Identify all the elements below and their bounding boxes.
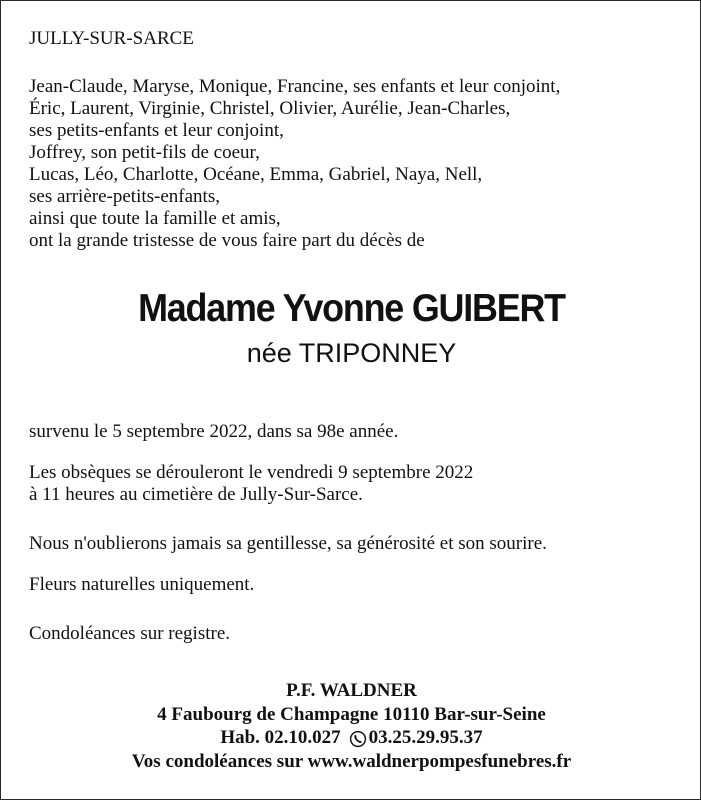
family-line: Éric, Laurent, Virginie, Christel, Olivier, Aurélie, Jean-Charles, <box>29 98 511 119</box>
condolences-paragraph <box>29 623 679 645</box>
family-line: Joffrey, son petit-fils de coeur, <box>29 142 260 163</box>
flowers-text: Fleurs naturelles uniquement. <box>29 574 255 595</box>
deceased-name-block <box>1 286 701 371</box>
habilitation-number: Hab. 02.10.027 <box>220 727 341 748</box>
family-line: Jean-Claude, Maryse, Monique, Francine, ses enfants et leur conjoint, <box>29 76 561 97</box>
condolences-text: Condoléances sur registre. <box>29 623 231 644</box>
funeral-details-paragraph <box>29 462 679 506</box>
funeral-home-address: 4 Faubourg de Champagne 10110 Bar-sur-Seine <box>157 703 546 725</box>
funeral-detail-line: Les obsèques se dérouleront le vendredi 9 septembre 2022 <box>29 462 474 483</box>
death-date-text: survenu le 5 septembre 2022, dans sa 98e année. <box>29 421 399 442</box>
phone-icon <box>349 730 367 748</box>
family-line: ses petits-enfants et leur conjoint, <box>29 120 284 141</box>
memory-text: Nous n'oublierons jamais sa gentillesse, sa générosité et son sourire. <box>29 533 547 554</box>
death-date-paragraph <box>29 421 679 443</box>
phone-number[interactable]: 03.25.29.95.37 <box>368 727 483 748</box>
funeral-home-contact-line <box>220 726 482 750</box>
location-heading: JULLY-SUR-SARCE <box>29 28 194 49</box>
birth-name: née TRIPONNEY <box>246 338 457 368</box>
family-line: ainsi que toute la famille et amis, <box>29 208 281 229</box>
family-line: ses arrière-petits-enfants, <box>29 186 220 207</box>
funeral-detail-line: à 11 heures au cimetière de Jully-Sur-Sarce. <box>29 484 363 505</box>
online-condolences-line <box>1 750 701 774</box>
funeral-home-name: P.F. WALDNER <box>286 680 417 701</box>
memory-paragraph <box>29 533 679 555</box>
online-condolences-prefix: Vos condoléances sur <box>131 750 303 772</box>
family-line: Lucas, Léo, Charlotte, Océane, Emma, Gabriel, Naya, Nell, <box>29 164 483 185</box>
flowers-paragraph <box>29 574 679 596</box>
funeral-home-website-link[interactable]: www.waldnerpompesfunebres.fr <box>307 750 572 772</box>
family-announcement <box>29 76 679 252</box>
deceased-name: Madame Yvonne GUIBERT <box>138 287 565 330</box>
family-line: ont la grande tristesse de vous faire part du décès de <box>29 230 425 251</box>
funeral-home-signature <box>1 679 701 773</box>
